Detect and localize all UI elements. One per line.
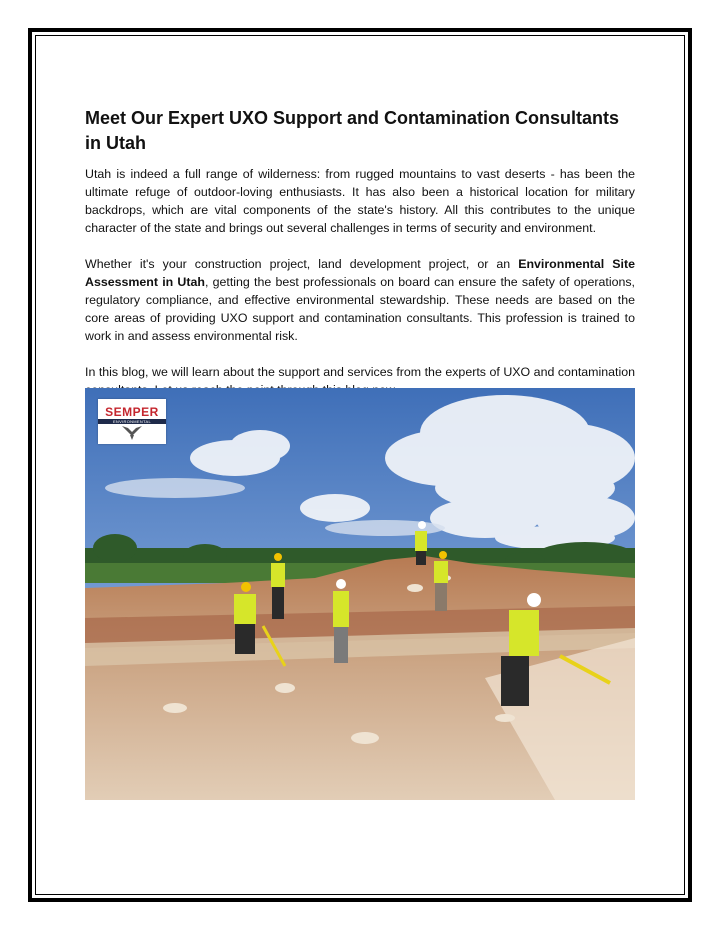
eagle-icon xyxy=(122,426,142,440)
paragraph-intro: Utah is indeed a full range of wilderness: from rugged mountains to vast deserts - has been the ultimate refuge of outdoor-loving enthusiasts. It has also been a historical location for military backdrops, which are vital components of the state's history. All this contributes to the unique character of the state and brings out several challenges in terms of security and environment. xyxy=(85,167,635,235)
paragraph-conclusion: In this blog, we will learn about the support and services from the experts of UXO and contamination xyxy=(85,365,635,379)
logo-wordmark: SEMPER xyxy=(105,405,159,419)
paragraph-services-rest: , getting the best professionals on board can ensure the safety of operations, regulatory compliance, and effective environmental stewardship. These needs are based on the core areas of providing UXO support and contamination consultants. This profession is trained to work in and assess environmental risk. xyxy=(85,275,635,343)
paragraph-services xyxy=(85,255,635,345)
article-title: Meet Our Expert UXO Support and Contamination Consultants in Utah xyxy=(85,108,620,153)
semper-logo xyxy=(98,399,166,444)
construction-site-illustration xyxy=(85,388,635,800)
bold-term-environmental-site-assessment: Environmental Site Assessment in Utah xyxy=(85,257,635,289)
logo-tagline: ENVIRONMENTAL xyxy=(98,419,166,424)
article-body xyxy=(85,106,635,399)
paragraph-services-lead: Whether it's your construction project, land development project, or an xyxy=(85,257,519,271)
worker-3 xyxy=(333,579,349,663)
site-photo xyxy=(85,388,635,800)
